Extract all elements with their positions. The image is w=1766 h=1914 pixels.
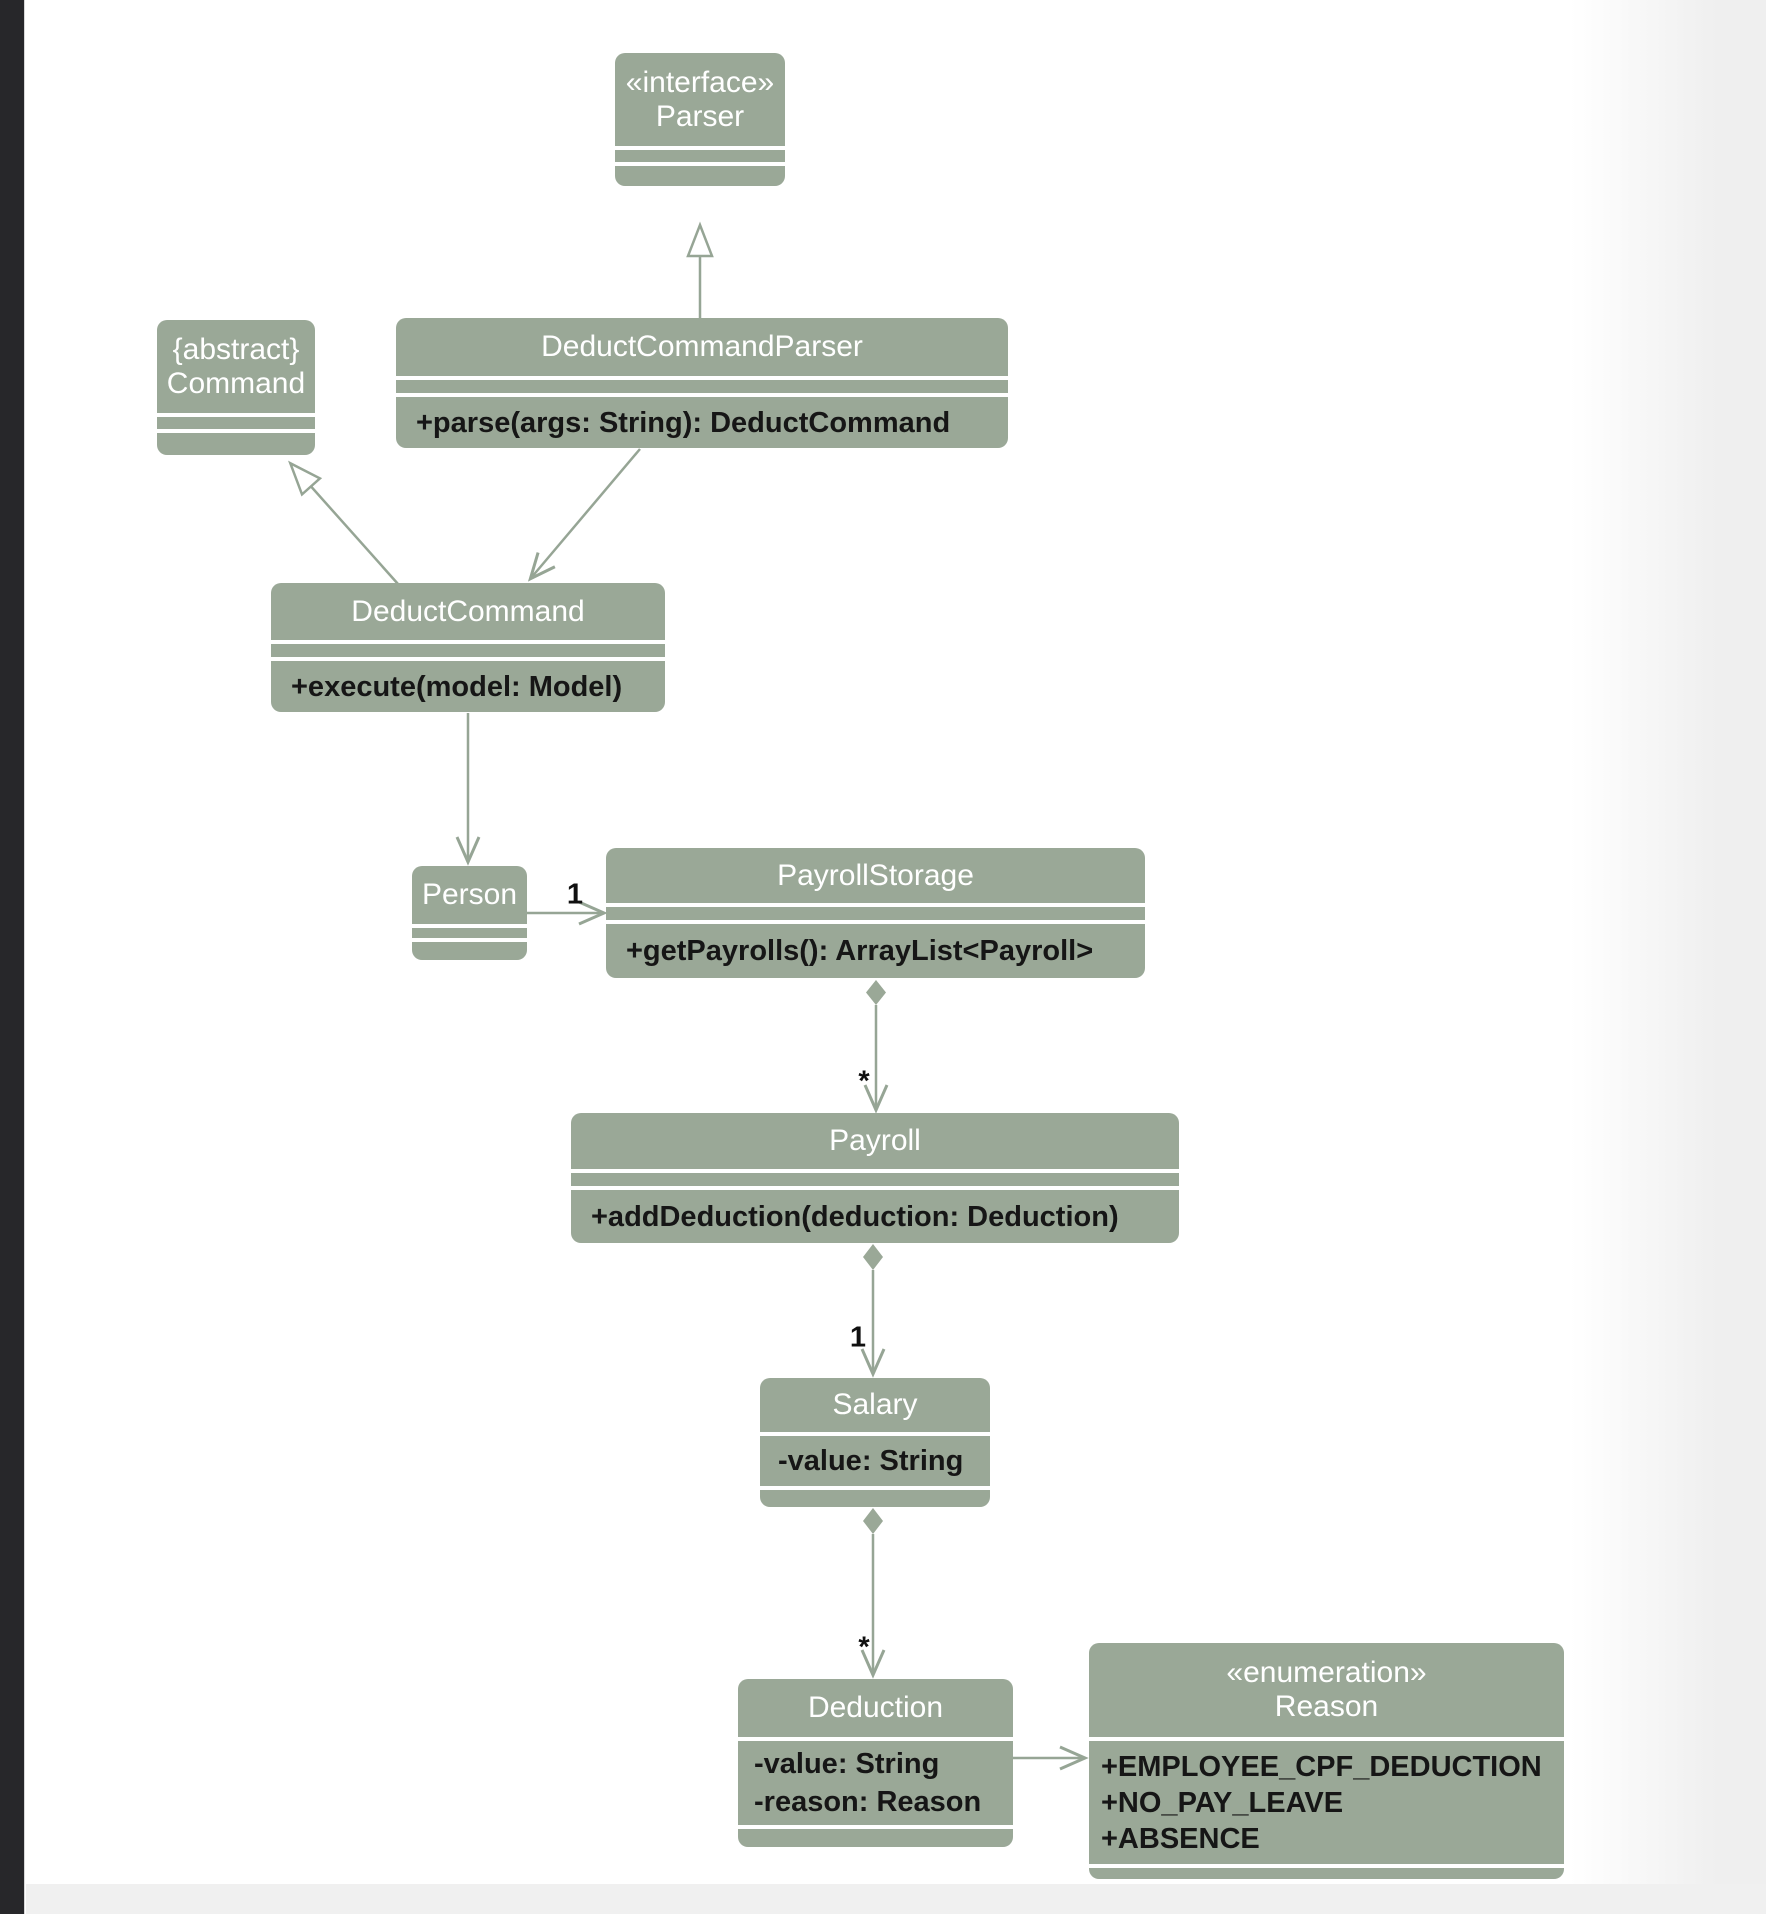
class-salary bbox=[760, 1378, 990, 1507]
payroll-empty-attributes bbox=[571, 1169, 1179, 1186]
deduct-command-empty-attributes bbox=[271, 640, 665, 657]
person-empty-methods bbox=[412, 938, 527, 960]
class-payroll bbox=[571, 1113, 1179, 1243]
multiplicity-salary-deduction: * bbox=[858, 1631, 870, 1664]
reason-value-absence: +ABSENCE bbox=[1101, 1822, 1260, 1855]
salary-empty-methods bbox=[760, 1486, 990, 1507]
person-empty-attributes bbox=[412, 924, 527, 938]
deduction-class-name: Deduction bbox=[807, 1691, 944, 1724]
deduct-command-parser-empty-attributes bbox=[396, 376, 1008, 393]
payroll-storage-class-name: PayrollStorage bbox=[777, 858, 974, 892]
command-class-name: Command bbox=[166, 366, 306, 400]
parser-stereotype: «interface» bbox=[625, 65, 775, 99]
multiplicity-person-payrollstorage: 1 bbox=[566, 878, 584, 911]
reason-value-employee-cpf-deduction: +EMPLOYEE_CPF_DEDUCTION bbox=[1101, 1750, 1542, 1783]
reason-enum-name: Reason bbox=[1274, 1690, 1379, 1723]
reason-stereotype: «enumeration» bbox=[1226, 1656, 1427, 1689]
enum-reason bbox=[1089, 1643, 1564, 1879]
command-abstract-label: {abstract} bbox=[172, 332, 300, 366]
class-parser bbox=[615, 53, 785, 186]
deduction-empty-methods bbox=[738, 1825, 1013, 1847]
deduct-command-class-name: DeductCommand bbox=[351, 594, 585, 628]
multiplicity-payroll-salary: 1 bbox=[849, 1321, 867, 1354]
person-class-name: Person bbox=[421, 878, 518, 911]
command-empty-methods bbox=[157, 429, 315, 455]
payroll-class-name: Payroll bbox=[829, 1124, 921, 1157]
deduct-command-method-execute: +execute(model: Model) bbox=[291, 670, 623, 703]
class-deduct-command-parser bbox=[396, 318, 1008, 448]
parser-class-name: Parser bbox=[655, 99, 745, 133]
payroll-method-adddeduction: +addDeduction(deduction: Deduction) bbox=[591, 1200, 1119, 1233]
class-payroll-storage bbox=[606, 848, 1145, 978]
command-empty-attributes bbox=[157, 413, 315, 429]
edge-dcp-creates-dc bbox=[531, 449, 640, 578]
multiplicity-payrollstorage-payroll: * bbox=[858, 1065, 870, 1098]
deduct-command-parser-class-name: DeductCommandParser bbox=[541, 330, 863, 363]
class-deduction bbox=[738, 1679, 1013, 1847]
edge-inheritance-dc-command bbox=[291, 464, 398, 584]
salary-class-name: Salary bbox=[832, 1388, 918, 1421]
salary-attribute-value: -value: String bbox=[778, 1445, 964, 1477]
deduction-attribute-value: -value: String bbox=[754, 1748, 940, 1780]
reason-value-no-pay-leave: +NO_PAY_LEAVE bbox=[1101, 1786, 1344, 1819]
deduction-attribute-reason: -reason: Reason bbox=[754, 1786, 982, 1818]
class-person bbox=[412, 866, 527, 960]
class-command bbox=[157, 320, 315, 455]
payroll-storage-empty-attributes bbox=[606, 903, 1145, 920]
parser-empty-methods bbox=[615, 162, 785, 186]
parser-empty-attributes bbox=[615, 146, 785, 162]
class-deduct-command bbox=[271, 583, 665, 712]
reason-empty-methods bbox=[1089, 1864, 1564, 1879]
deduct-command-parser-method-parse: +parse(args: String): DeductCommand bbox=[416, 406, 951, 439]
payroll-storage-method-getpayrolls: +getPayrolls(): ArrayList<Payroll> bbox=[626, 935, 1094, 967]
